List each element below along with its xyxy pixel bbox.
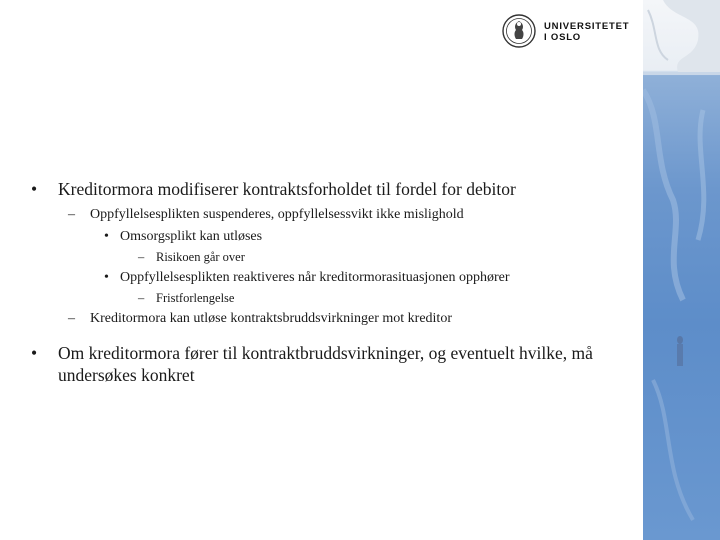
bullet-level1 (28, 342, 618, 386)
bullet-text: Fristforlengelse (156, 291, 235, 305)
bullet-dash-icon: – (68, 311, 75, 326)
bullet-text: Om kreditormora fører til kontraktbruddsvirkninger, og eventuelt hvilke, må undersøkes konkret (58, 343, 593, 385)
decorative-side-band (643, 0, 720, 540)
bullet-text: Kreditormora modifiserer kontraktsforholdet til fordel for debitor (58, 179, 516, 199)
bullet-dash-icon: – (138, 291, 145, 305)
bullet-level3 (28, 228, 628, 246)
university-seal-icon (502, 14, 536, 48)
bullet-dash-icon: – (138, 250, 145, 264)
bullet-text: Oppfyllelsesplikten reaktiveres når kreditormorasituasjonen opphører (120, 270, 510, 285)
bullet-text: Omsorgsplikt kan utløses (120, 229, 263, 244)
bullet-dot-icon: • (104, 229, 109, 244)
university-logo (502, 14, 637, 50)
bullet-level3 (28, 269, 628, 287)
bullet-dot-icon: • (31, 343, 38, 363)
bullet-text: Kreditormora kan utløse kontraktsbruddsvirkninger mot kreditor (90, 311, 452, 326)
bullet-dash-icon: – (68, 207, 75, 222)
slide-content (28, 178, 628, 386)
bullet-text: Oppfyllelsesplikten suspenderes, oppfyllelsessvikt ikke mislighold (90, 207, 464, 222)
bullet-level2 (28, 206, 628, 224)
logo-line-1: UNIVERSITETET (544, 21, 630, 32)
bullet-level1 (28, 178, 628, 200)
bullet-level4 (28, 290, 628, 306)
logo-line-2: I OSLO (544, 32, 581, 43)
bullet-dot-icon: • (31, 179, 38, 199)
bullet-level2 (28, 310, 628, 328)
bullet-dot-icon: • (104, 270, 109, 285)
bullet-text: Risikoen går over (156, 250, 245, 264)
bullet-level4 (28, 249, 628, 265)
